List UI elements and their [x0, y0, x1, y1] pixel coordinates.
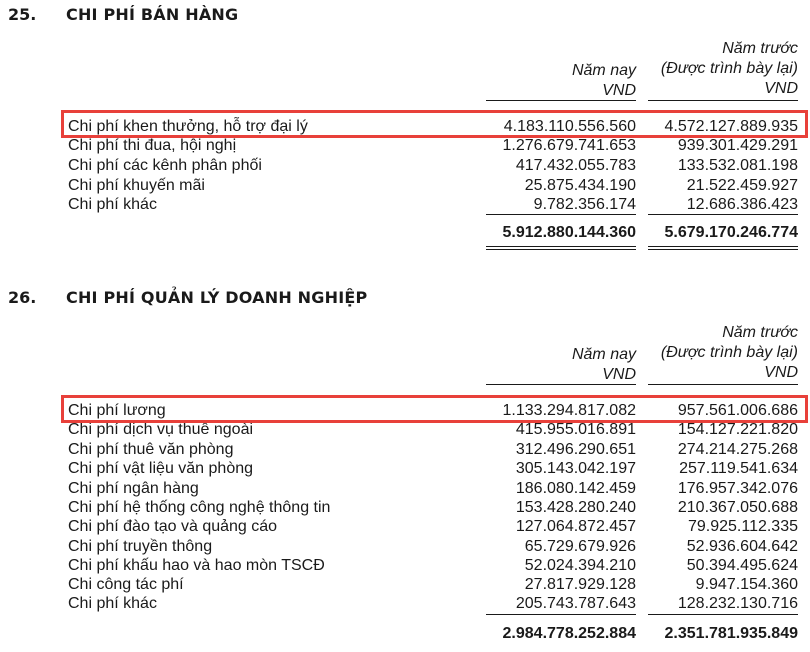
row-value-current: 4.183.110.556.560: [503, 118, 636, 135]
row-label: Chi phí khuyến mãi: [68, 177, 205, 194]
table-row: [0, 421, 810, 440]
row-label: Chi phí khác: [68, 595, 157, 612]
row-value-prior: 957.561.006.686: [677, 402, 798, 419]
row-value-prior: 154.127.221.820: [677, 421, 798, 438]
column-header-sublabel: (Được trình bày lại): [660, 60, 798, 77]
table-row: [0, 595, 810, 614]
total-current: 5.912.880.144.360: [502, 224, 636, 241]
row-label: Chi phí khen thưởng, hỗ trợ đại lý: [68, 118, 308, 135]
row-label: Chi phí ngân hàng: [68, 480, 199, 497]
row-value-current: 417.432.055.783: [515, 157, 636, 174]
row-label: Chi công tác phí: [68, 576, 184, 593]
section-number: 26.: [8, 288, 37, 307]
currency-label: VND: [602, 82, 636, 99]
total-double-rule: [648, 246, 798, 247]
row-value-current: 186.080.142.459: [515, 480, 636, 497]
highlight-box: [61, 110, 808, 138]
table-row: [0, 557, 810, 576]
table-row: [0, 518, 810, 537]
row-value-prior: 274.214.275.268: [677, 441, 798, 458]
section-number: 25.: [8, 5, 37, 24]
total-current: 2.984.778.252.884: [502, 625, 636, 642]
subtotal-rule: [486, 214, 636, 215]
row-value-current: 52.024.394.210: [524, 557, 636, 574]
column-header-current: [486, 61, 636, 101]
column-header-prior: [648, 39, 798, 99]
row-value-prior: 133.532.081.198: [677, 157, 798, 174]
table-row: [0, 196, 810, 215]
highlight-box: [61, 395, 808, 423]
currency-label: VND: [764, 80, 798, 97]
total-double-rule: [648, 249, 798, 250]
row-label: Chi phí hệ thống công nghệ thông tin: [68, 499, 331, 516]
row-value-prior: 79.925.112.335: [687, 518, 798, 535]
row-value-prior: 4.572.127.889.935: [664, 118, 798, 135]
row-value-current: 25.875.434.190: [524, 177, 636, 194]
row-value-prior: 176.957.342.076: [677, 480, 798, 497]
table-row: [0, 177, 810, 196]
currency-label: VND: [602, 366, 636, 383]
row-value-current: 127.064.872.457: [515, 518, 636, 535]
total-double-rule: [486, 249, 636, 250]
row-value-current: 205.743.787.643: [515, 595, 636, 612]
row-value-prior: 52.936.604.642: [686, 538, 798, 555]
row-value-current: 312.496.290.651: [515, 441, 636, 458]
row-label: Chi phí lương: [68, 402, 166, 419]
column-header-label: Năm nay: [571, 346, 636, 363]
subtotal-rule: [486, 614, 636, 615]
row-value-prior: 21.522.459.927: [686, 177, 798, 194]
column-header-label: Năm trước: [722, 40, 798, 57]
table-row: [0, 499, 810, 518]
column-header-prior: [648, 323, 798, 383]
total-double-rule: [486, 246, 636, 247]
row-value-current: 1.276.679.741.653: [502, 137, 636, 154]
row-label: Chi phí thuê văn phòng: [68, 441, 234, 458]
total-prior: 2.351.781.935.849: [664, 625, 798, 642]
table-row: [0, 538, 810, 557]
column-header-sublabel: (Được trình bày lại): [660, 344, 798, 361]
row-value-prior: 128.232.130.716: [677, 595, 798, 612]
row-value-prior: 12.686.386.423: [686, 196, 798, 213]
row-value-current: 9.782.356.174: [533, 196, 636, 213]
header-rule: [486, 100, 636, 101]
row-value-prior: 210.367.050.688: [677, 499, 798, 516]
table-row: [0, 157, 810, 176]
header-rule: [486, 384, 636, 385]
row-value-prior: 257.119.541.634: [679, 460, 798, 477]
row-value-prior: 9.947.154.360: [695, 576, 798, 593]
row-value-current: 1.133.294.817.082: [502, 402, 636, 419]
section-title: CHI PHÍ QUẢN LÝ DOANH NGHIỆP: [66, 288, 368, 307]
row-label: Chi phí các kênh phân phối: [68, 157, 262, 174]
table-row: [0, 576, 810, 595]
header-rule: [648, 100, 798, 101]
row-label: Chi phí thi đua, hội nghị: [68, 137, 237, 154]
currency-label: VND: [764, 364, 798, 381]
row-label: Chi phí dịch vụ thuê ngoài: [68, 421, 254, 438]
subtotal-rule: [648, 214, 798, 215]
row-label: Chi phí đào tạo và quảng cáo: [68, 518, 278, 535]
row-label: Chi phí khác: [68, 196, 157, 213]
row-label: Chi phí vật liệu văn phòng: [68, 460, 254, 477]
row-value-prior: 50.394.495.624: [686, 557, 798, 574]
row-value-current: 305.143.042.197: [515, 460, 636, 477]
column-header-label: Năm nay: [571, 62, 636, 79]
table-row: [0, 480, 810, 499]
row-value-current: 415.955.016.891: [515, 421, 636, 438]
header-rule: [648, 384, 798, 385]
subtotal-rule: [648, 614, 798, 615]
column-header-label: Năm trước: [722, 324, 798, 341]
row-value-current: 153.428.280.240: [515, 499, 636, 516]
table-row: [0, 137, 810, 156]
row-value-current: 65.729.679.926: [524, 538, 636, 555]
row-value-current: 27.817.929.128: [524, 576, 636, 593]
row-label: Chi phí truyền thông: [68, 538, 213, 555]
row-label: Chi phí khấu hao và hao mòn TSCĐ: [68, 557, 325, 574]
section-title: CHI PHÍ BÁN HÀNG: [66, 5, 239, 24]
table-row: [0, 441, 810, 460]
table-row: [0, 460, 810, 479]
row-value-prior: 939.301.429.291: [677, 137, 798, 154]
total-prior: 5.679.170.246.774: [664, 224, 798, 241]
column-header-current: [486, 345, 636, 385]
